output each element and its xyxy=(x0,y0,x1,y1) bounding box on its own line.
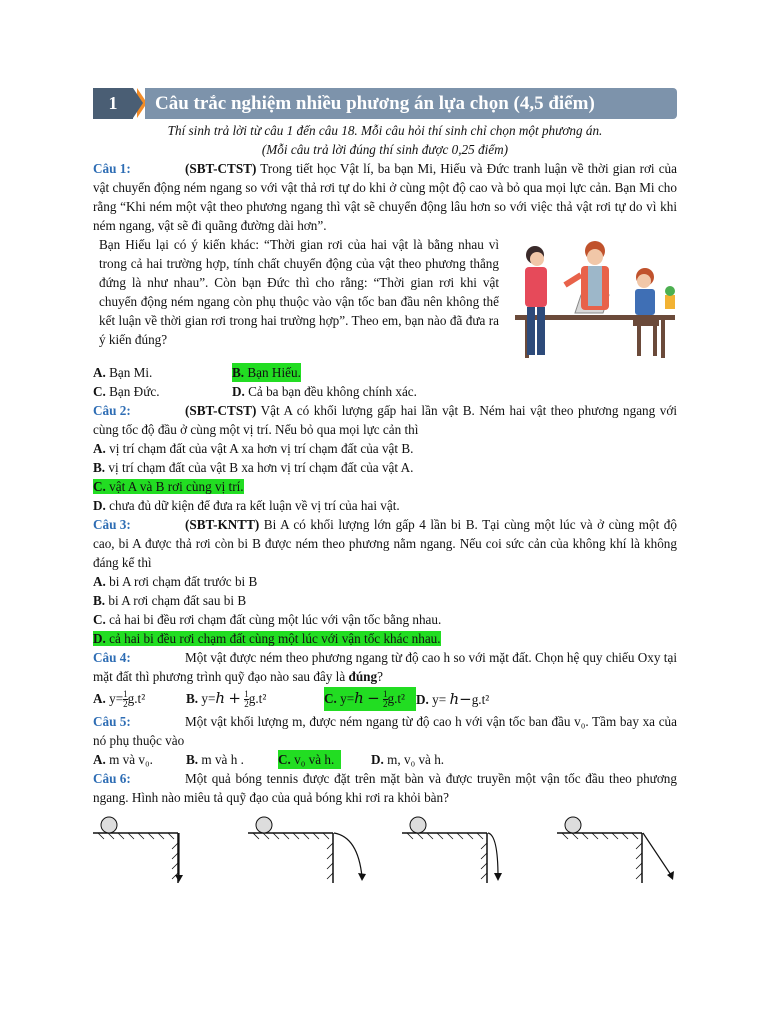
question-1-options-row-1 xyxy=(93,363,677,382)
question-text: Vật A có khối lượng gấp hai lần vật B. Ném hai vật theo phương ngang với cùng tốc độ đầu ở cùng một vị trí. Nếu bỏ qua mọi lực cản thì xyxy=(93,403,677,437)
trajectory-figure-c[interactable] xyxy=(402,813,522,883)
question-emphasis: đúng xyxy=(348,669,378,684)
option-b-correct[interactable]: B. Bạn Hiếu. xyxy=(232,365,301,380)
question-1 xyxy=(93,159,677,235)
question-source: (SBT-KNTT) xyxy=(185,517,260,532)
option-c[interactable]: C. cả hai bi đều rơi chạm đất cùng một lúc với vận tốc bằng nhau. xyxy=(93,612,442,627)
question-6 xyxy=(93,769,677,807)
option-b[interactable]: B. vị trí chạm đất của vật B xa hơn vị trí chạm đất của vật A. xyxy=(93,460,414,475)
question-label: Câu 6: xyxy=(93,771,131,786)
trajectory-figure-a[interactable] xyxy=(93,813,213,883)
option-a[interactable]: A. m và v₀. xyxy=(93,752,153,767)
question-2 xyxy=(93,401,677,439)
instruction-line-1: Thí sinh trả lời từ câu 1 đến câu 18. Mỗi câu hỏi thí sinh chỉ chọn một phương án. xyxy=(167,123,603,138)
question-label: Câu 5: xyxy=(93,714,131,729)
question-text: Một vật được ném theo phương ngang từ độ cao h so với mặt đất. Chọn hệ quy chiếu Oxy tại mặt đất thì phương trình quỹ đạo nào sau đây là xyxy=(93,650,677,684)
option-b[interactable]: B. y=h + $\frac{1}{2}$ g.t² xyxy=(186,688,267,710)
option-a[interactable]: A. bi A rơi chạm đất trước bi B xyxy=(93,574,258,589)
section-title: Câu trắc nghiệm nhiều phương án lựa chọn (4,5 điểm) xyxy=(145,88,677,119)
option-a[interactable]: A. vị trí chạm đất của vật A xa hơn vị trí chạm đất của vật B. xyxy=(93,441,414,456)
question-1-options-row-2 xyxy=(93,382,677,401)
question-label: Câu 4: xyxy=(93,650,131,665)
option-b[interactable]: B. bi A rơi chạm đất sau bi B xyxy=(93,593,247,608)
question-3 xyxy=(93,515,677,572)
section-banner xyxy=(93,88,677,119)
trajectory-figure-b[interactable] xyxy=(248,813,368,883)
students-discussion-illustration xyxy=(505,235,681,361)
option-c-correct[interactable]: C. v₀ và h. xyxy=(278,750,341,769)
question-label: Câu 2: xyxy=(93,403,131,418)
question-source: (SBT-CTST) xyxy=(185,403,257,418)
instruction-line-2: (Mỗi câu trả lời đúng thí sinh được 0,25 điểm) xyxy=(261,142,509,157)
option-d[interactable]: D. chưa đủ dữ kiện để đưa ra kết luận về vị trí của hai vật. xyxy=(93,498,400,513)
question-1-continued: Bạn Hiếu lại có ý kiến khác: “Thời gian rơi của hai vật là bằng nhau vì trong cả hai trường hợp, tính chất chuyển động của vật theo phương thẳng đứng là như nhau”. Còn bạn Đức thì cho rằng: “Thời gian rơi khi vật chuyển động ném ngang còn phụ thuộc vào vận tốc ban đầu nên không thể kết luận về thời gian rơi trong hai trường hợp”. Theo em, bạn nào đã đưa ra ý kiến đúng? xyxy=(99,237,499,347)
question-label: Câu 1: xyxy=(93,161,131,176)
question-label: Câu 3: xyxy=(93,517,131,532)
question-5-options xyxy=(93,750,677,769)
option-a[interactable]: A. y= $\frac{1}{2}$ g.t² xyxy=(93,689,146,710)
question-text: Một vật khối lượng m, được ném ngang từ độ cao h với vận tốc ban đầu v₀. Tầm bay xa của nó phụ thuộc vào xyxy=(93,714,677,748)
question-4-options xyxy=(93,686,677,712)
question-text: Bi A có khối lượng lớn gấp 4 lần bi B. Tại cùng một lúc và ở cùng một độ cao, bi A được thả rơi còn bi B được ném theo phương nằm ngang. Nếu coi sức cản của không khí là không đáng kể thì xyxy=(93,517,677,570)
option-d[interactable]: D. Cả ba bạn đều không chính xác. xyxy=(232,384,417,399)
question-text: Trong tiết học Vật lí, ba bạn Mi, Hiếu và Đức tranh luận về thời gian rơi của vật chuyển động ném ngang so với vật thả rơi tự do khi ở cùng một độ cao và bỏ qua mọi lực cản. Bạn Mi cho rằng “Khi ném một vật theo phương ngang thì vật sẽ chuyển động lâu hơn so với việc thả vật rơi tự do vì khi ném ngang, vật sẽ đi quãng đường dài hơn”. xyxy=(93,161,677,233)
question-4 xyxy=(93,648,677,686)
trajectory-figure-d[interactable] xyxy=(557,813,677,883)
question-5 xyxy=(93,712,677,750)
question-1-figure-block xyxy=(93,235,677,363)
banner-arrow xyxy=(133,88,143,118)
option-c-correct[interactable]: C. y=h − $\frac{1}{2}$ g.t² xyxy=(324,687,416,711)
option-d[interactable]: D. m, v₀ và h. xyxy=(371,752,445,767)
option-c[interactable]: C. Bạn Đức. xyxy=(93,384,160,399)
option-d-correct[interactable]: D. cả hai bi đều rơi chạm đất cùng một lúc với vận tốc khác nhau. xyxy=(93,631,441,646)
option-c-correct[interactable]: C. vật A và B rơi cùng vị trí. xyxy=(93,479,244,494)
question-text: Một quả bóng tennis được đặt trên mặt bàn và được truyền một vận tốc đầu theo phương ngang. Hình nào miêu tả quỹ đạo của quả bóng khi rơi ra khỏi bàn? xyxy=(93,771,677,805)
option-a[interactable]: A. Bạn Mi. xyxy=(93,365,153,380)
option-d[interactable]: D. y= h−g.t² xyxy=(416,689,490,708)
option-b[interactable]: B. m và h . xyxy=(186,752,244,767)
section-number: 1 xyxy=(93,88,133,119)
question-6-figures xyxy=(93,813,677,883)
question-end: ? xyxy=(377,669,383,684)
question-source: (SBT-CTST) xyxy=(185,161,257,176)
